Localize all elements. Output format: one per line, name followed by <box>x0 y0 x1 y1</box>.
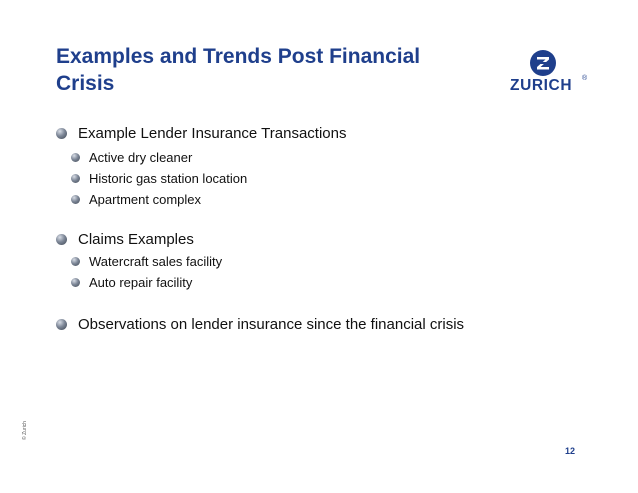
section-heading-text: Example Lender Insurance Transactions <box>78 125 347 142</box>
section-heading-text: Observations on lender insurance since the financial crisis <box>78 316 465 333</box>
bullet-icon <box>71 174 80 183</box>
list-item-text: Active dry cleaner <box>89 150 193 165</box>
bullet-icon <box>71 278 80 287</box>
section-heading-text: Claims Examples <box>78 231 194 248</box>
section-heading <box>56 316 464 333</box>
list-item <box>71 275 192 290</box>
list-item-text: Watercraft sales facility <box>89 254 223 269</box>
logo-registered-mark: ® <box>582 75 588 82</box>
bullet-icon <box>71 195 80 204</box>
list-item-text: Apartment complex <box>89 192 201 207</box>
section-heading <box>56 125 346 142</box>
list-item-text: Auto repair facility <box>89 275 193 290</box>
bullet-icon <box>56 128 67 139</box>
zurich-mark-icon <box>530 50 556 76</box>
bullet-icon <box>71 257 80 266</box>
list-item <box>71 171 247 186</box>
page-number: 12 <box>565 446 576 456</box>
list-item-text: Historic gas station location <box>89 171 248 186</box>
bullet-icon <box>56 234 67 245</box>
zurich-logo <box>506 50 598 98</box>
bullet-icon <box>71 153 80 162</box>
logo-wordmark: ZURICH <box>510 77 573 94</box>
slide-title: Examples and Trends Post Financial Crisis <box>56 45 421 95</box>
section-heading <box>56 231 194 248</box>
list-item <box>71 254 222 269</box>
list-item <box>71 192 201 207</box>
copyright-notice: © Zurich <box>22 421 28 440</box>
bullet-icon <box>56 319 67 330</box>
list-item <box>71 150 192 165</box>
